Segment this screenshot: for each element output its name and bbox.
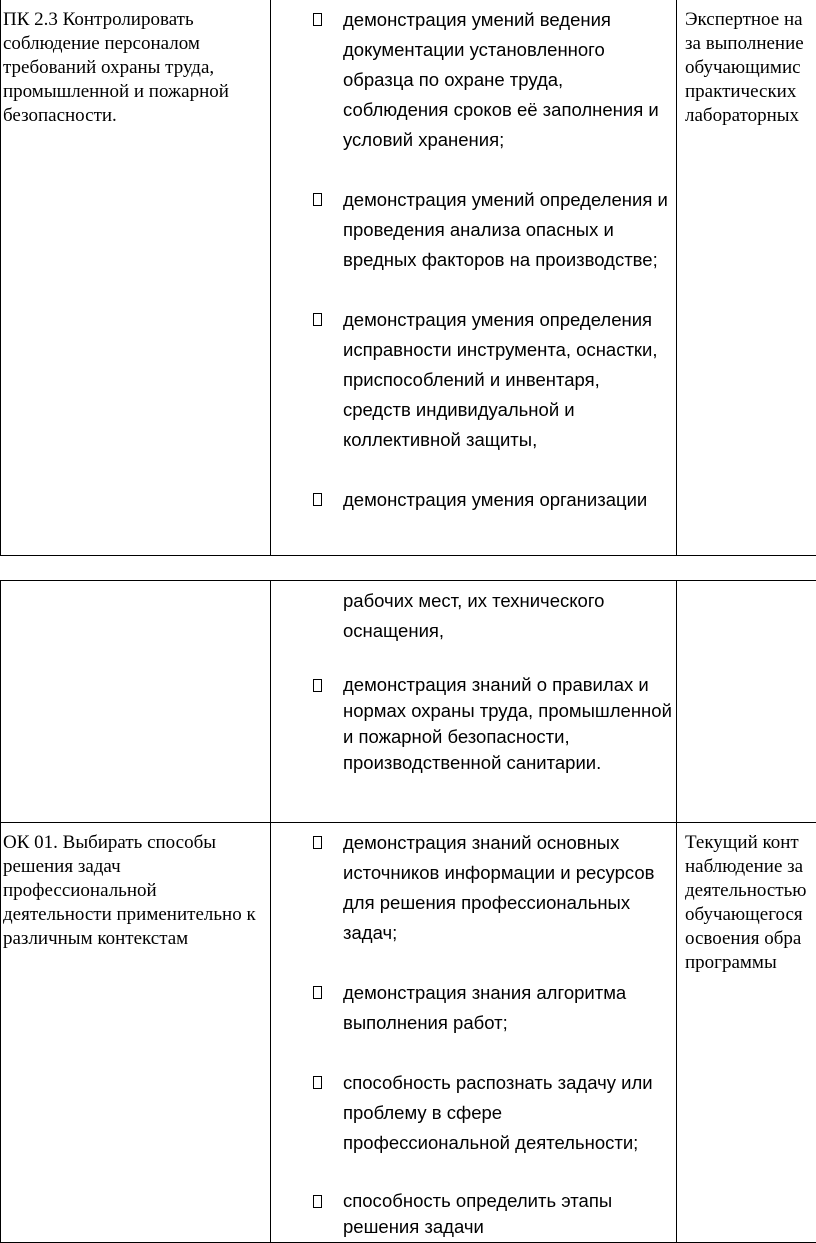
assessment-line: обучающимис [685, 56, 816, 80]
assessment-line: деятельностью [685, 879, 816, 903]
indicator-item: демонстрация знания алгоритма выполнения работ; [271, 978, 676, 1038]
checkbox-bullet-icon [313, 1076, 322, 1089]
assessment-line: программы [685, 951, 816, 975]
table-fragment-bottom [0, 580, 816, 1243]
indicator-item: демонстрация умения определения исправности инструмента, оснастки, приспособлений и инвентаря, средств индивидуальной и коллективной защиты, [271, 305, 676, 455]
assessment-line: обучающегося [685, 903, 816, 927]
indicator-item: демонстрация знаний о правилах и нормах охраны труда, промышленной и пожарной безопасности, производственной санитарии. [271, 672, 676, 776]
indicator-continuation: рабочих мест, их технического оснащения, [271, 586, 676, 646]
indicator-item: демонстрация знаний основных источников информации и ресурсов для решения профессиональных задач; [271, 828, 676, 948]
assessment-line: Экспертное на [685, 8, 816, 32]
table-row [1, 581, 816, 823]
checkbox-bullet-icon [313, 1195, 322, 1208]
assessment-line: лабораторных [685, 104, 816, 128]
indicator-item: способность распознать задачу или проблему в сфере профессиональной деятельности; [271, 1068, 676, 1158]
assessment-line: Текущий конт [685, 831, 816, 855]
indicator-item: демонстрация умений ведения документации установленного образца по охране труда, соблюдения сроков её заполнения и условий хранения; [271, 5, 676, 155]
table-fragment-top [0, 0, 816, 556]
indicators-cell [271, 823, 677, 1243]
assessment-cell [677, 823, 816, 1243]
assessment-cell [677, 0, 816, 556]
indicator-item: способность определить этапы решения задачи [271, 1188, 676, 1240]
assessment-cell-empty [677, 581, 816, 823]
competency-cell [1, 0, 271, 556]
assessment-line: освоения обра [685, 927, 816, 951]
competency-cell-empty [1, 581, 271, 823]
table-row [1, 823, 816, 1243]
indicator-item: демонстрация умения организации [271, 485, 676, 515]
checkbox-bullet-icon [313, 193, 322, 206]
checkbox-bullet-icon [313, 313, 322, 326]
indicator-item: демонстрация умений определения и проведения анализа опасных и вредных факторов на производстве; [271, 185, 676, 275]
assessment-line: за выполнение [685, 32, 816, 56]
assessment-line: практических [685, 80, 816, 104]
checkbox-bullet-icon [313, 986, 322, 999]
assessment-line: наблюдение за [685, 855, 816, 879]
competency-text: ОК 01. Выбирать способы решения задач профессиональной деятельности применительно к различным контекстам [3, 831, 264, 951]
checkbox-bullet-icon [313, 13, 322, 26]
competency-text: ПК 2.3 Контролировать соблюдение персоналом требований охраны труда, промышленной и пожарной безопасности. [3, 8, 264, 128]
checkbox-bullet-icon [313, 836, 322, 849]
indicators-cell [271, 581, 677, 823]
competency-cell [1, 823, 271, 1243]
checkbox-bullet-icon [313, 679, 322, 692]
checkbox-bullet-icon [313, 493, 322, 506]
indicators-cell [271, 0, 677, 556]
table-row [1, 0, 816, 556]
